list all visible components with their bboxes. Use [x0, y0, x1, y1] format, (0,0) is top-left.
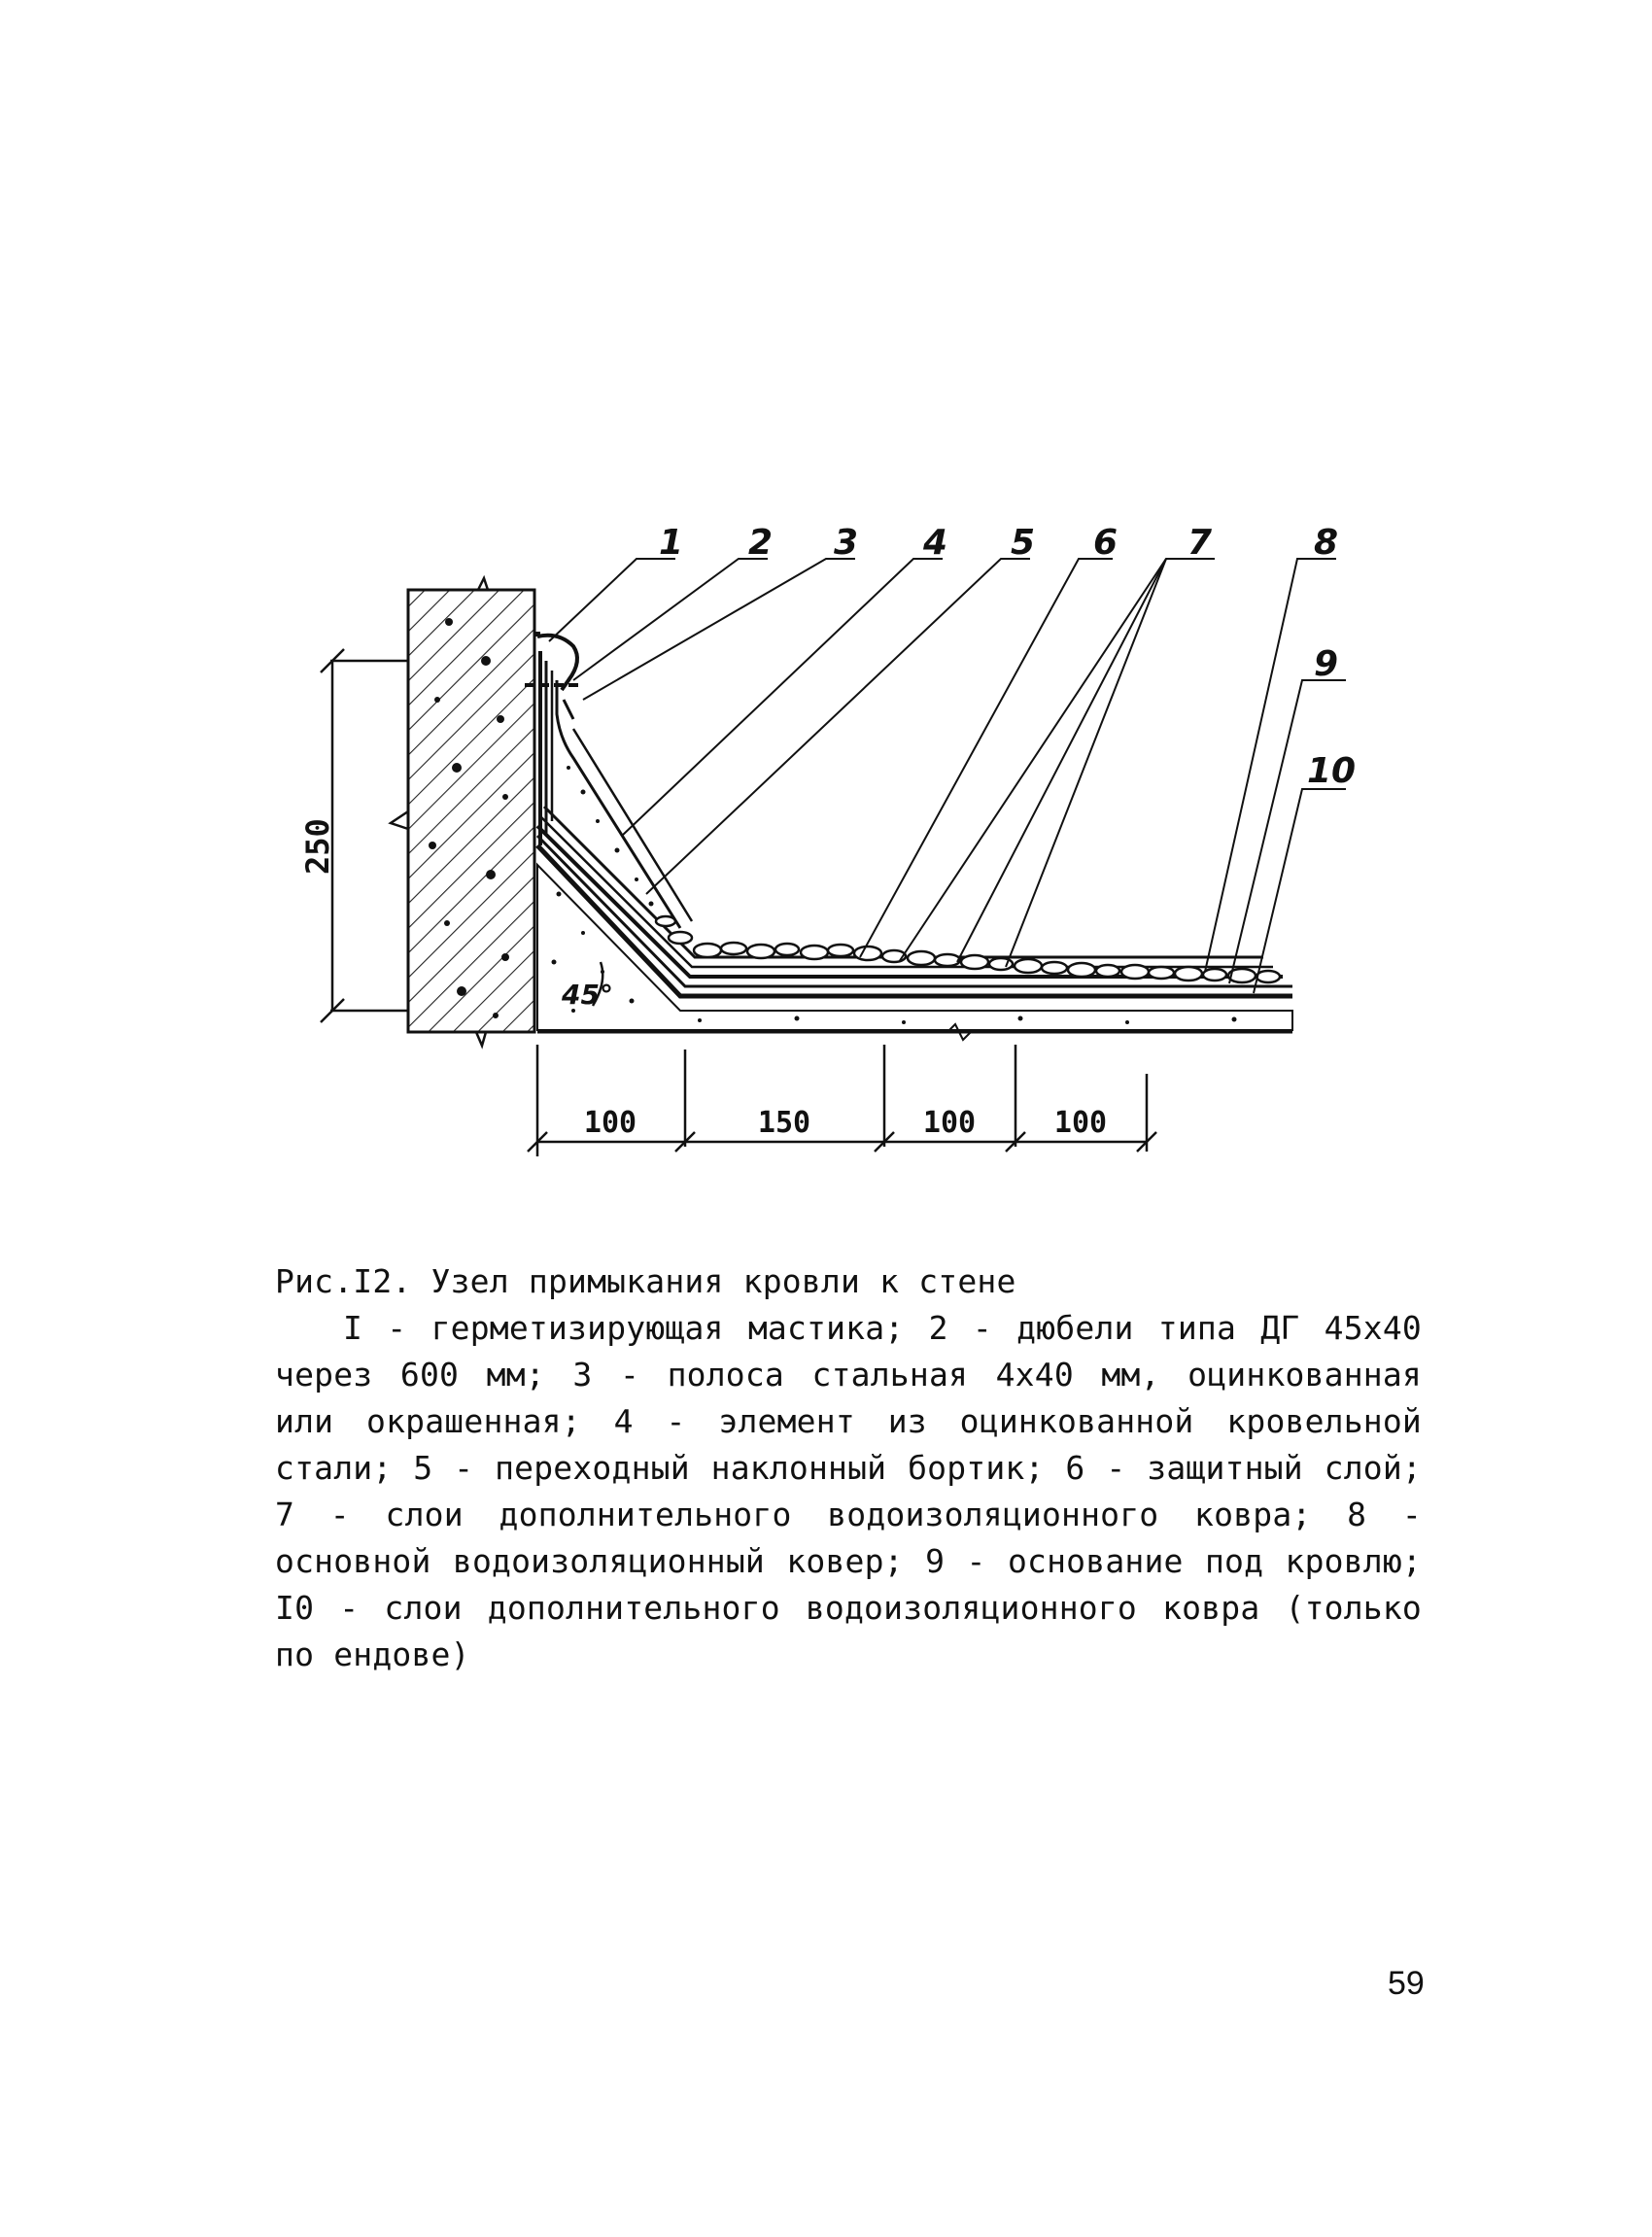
leader-lines [549, 559, 1346, 993]
height-dim-label: 250 [299, 818, 336, 875]
dim-label-3: 100 [922, 1106, 977, 1140]
caption-title: Рис.I2. Узел примыкания кровли к стене [275, 1262, 1016, 1300]
position-label-9: 9 [1314, 644, 1339, 684]
position-label-7: 7 [1187, 523, 1213, 563]
position-label-1: 1 [659, 523, 684, 563]
position-label-6: 6 [1093, 523, 1119, 563]
caption-legend: I - герметизирующая мастика; 2 - дюбели типа ДГ 45х40 через 600 мм; 3 - полоса стальная 4х40 мм, оцинкованная или окрашенная; 4 - элемент из оцинкованной кровельной стали; 5 - переходный наклонный бортик; 6 - защитный слой; 7 - слои дополнительного водоизоляционного ковра; 8 - основной водоизоляционный ковер; 9 - основание под кровлю; I0 - слои дополнительного водоизоляционного ковра (только по ендове) [275, 1309, 1422, 1673]
wall [391, 578, 534, 1046]
dim-label-2: 150 [757, 1106, 811, 1140]
waterproofing-layers [537, 651, 1292, 996]
position-label-3: 3 [834, 523, 859, 563]
page-number: 59 [1388, 1965, 1425, 2002]
position-labels [659, 523, 1356, 791]
protective-gravel [656, 916, 1280, 982]
angle-label: 45° [562, 979, 613, 1011]
figure-caption [275, 1258, 1422, 1678]
dim-label-4: 100 [1053, 1106, 1108, 1140]
position-label-2: 2 [748, 523, 774, 563]
position-label-5: 5 [1011, 523, 1036, 563]
position-label-10: 10 [1307, 751, 1357, 791]
dim-label-1: 100 [583, 1106, 637, 1140]
position-label-8: 8 [1314, 523, 1339, 563]
position-label-4: 4 [923, 523, 948, 563]
